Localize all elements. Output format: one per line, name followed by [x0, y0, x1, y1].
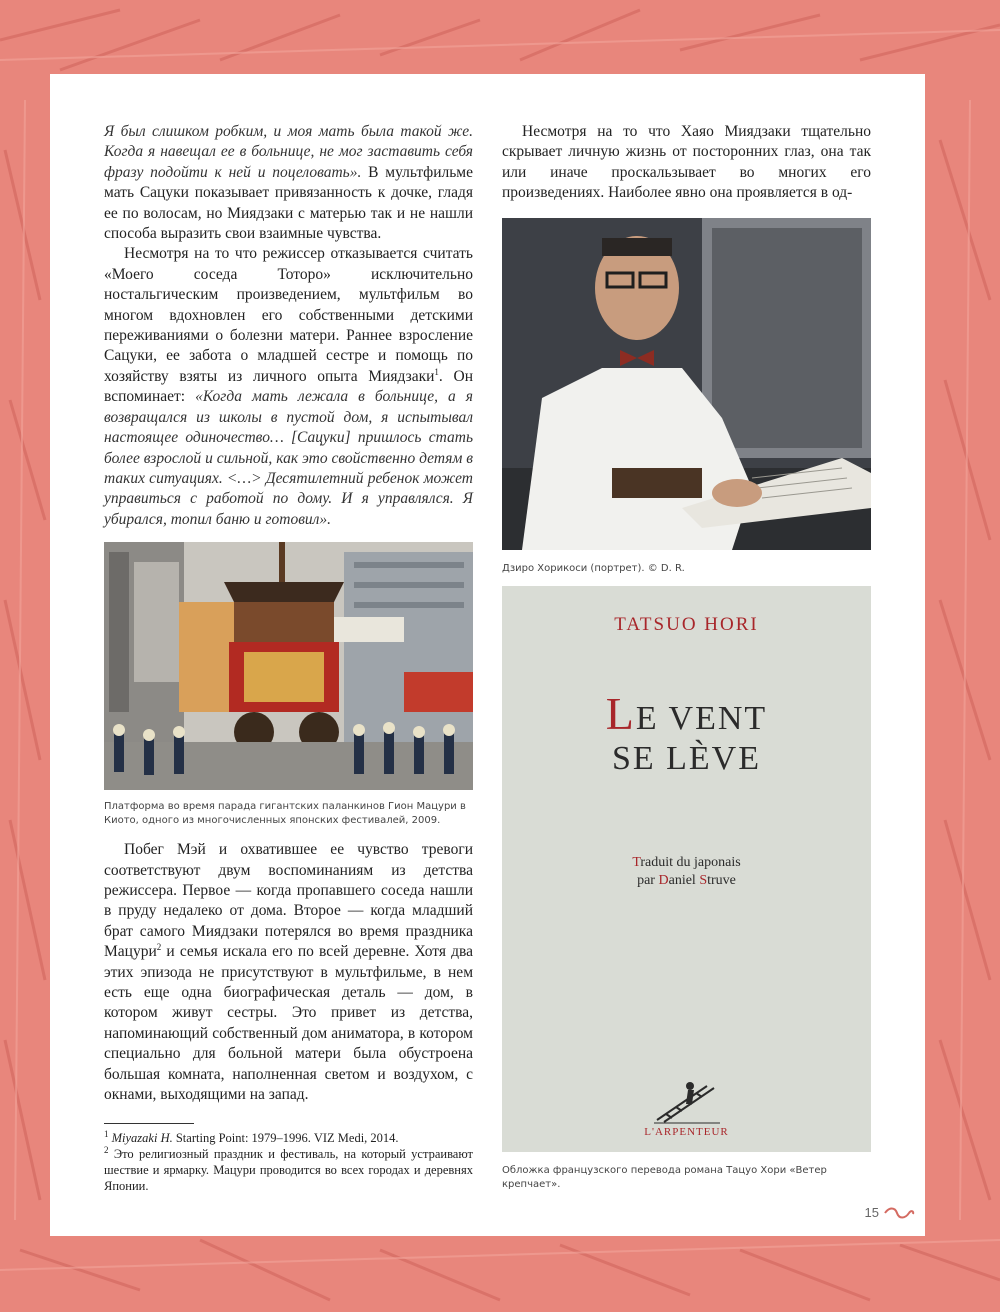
- book-title-line-1: E VENT: [635, 699, 768, 737]
- subtitle-struve: truve: [707, 872, 736, 888]
- footnote-1-author: Miyazaki H.: [111, 1131, 173, 1146]
- italic-quote-2: «Когда мать лежала в больнице, а я возвращался из школы в пустой дом, я испытывал настоящее одиночество… [Сацуки] пришлось стать более взрослой и сильной, как это свойственно детям в таких ситуациях. <…> Десятилетний ребенок может управиться с работой по дому. И я управлялся. Я убирался, топил баню и готовил».: [104, 388, 473, 528]
- footnote-divider: [104, 1123, 194, 1124]
- footnote-ref-1: 1: [434, 366, 439, 377]
- page: [50, 74, 925, 1236]
- horikoshi-portrait-image: [502, 218, 871, 550]
- footnote-ref-2: 2: [156, 942, 162, 952]
- book-title-line-2: SE LÈVE: [611, 739, 762, 777]
- footnote-1-number: 1: [104, 1129, 109, 1140]
- left-paragraph-3: [104, 840, 473, 1105]
- footnote-2: [104, 1146, 473, 1194]
- subtitle-initial-s: S: [699, 872, 708, 888]
- book-subtitle: [502, 854, 871, 890]
- book-title-initial: L: [605, 687, 636, 739]
- book-cover-caption: Обложка французского перевода романа Тацуо Хори «Ветер крепчает».: [502, 1164, 827, 1190]
- left-paragraph-1: [104, 122, 473, 244]
- book-title: [502, 687, 871, 779]
- publisher-logo-icon: [652, 1076, 722, 1124]
- book-author: TATSUO HORI: [614, 613, 759, 635]
- para1-text: В мультфильме мать Сацуки показывает привязанность к дочке, гладя ее по волосам, но Миядзаки с матерью так и не нашли способа выразить свои взаимные чувства.: [104, 163, 473, 243]
- book-publisher: L'ARPENTEUR: [644, 1125, 729, 1138]
- right-paragraph-1: Несмотря на то что Хаяо Миядзаки тщательно скрывает личную жизнь от посторонних глаз, она так или иначе проскальзывает во многих его произведениях. Наиболее явно она проявляется в од-: [502, 123, 871, 202]
- para2-text-a: Несмотря на то что режиссер отказывается считать «Моего соседа Тоторо» исключительно ностальгическим произведением, мультфильм во многом вдохновлен его собственными детскими переживаниями о болезни матери. Раннее взросление Сацуки, ее забота о младшей сестре и помощь по хозяйству взяты из личного опыта Миядзаки: [104, 245, 473, 385]
- festival-float-image: [104, 542, 473, 790]
- subtitle-daniel: aniel: [668, 872, 700, 888]
- para3-text-a: Побег Мэй и охватившее ее чувство тревоги соответствуют двум воспоминаниям из детства режиссера. Первое — когда пропавшего соседа нашли в пруду недалеко от дома. Второе — когда младший брат самого Миядзаки потерялся во время праздника Мацури: [104, 841, 473, 961]
- portrait-caption: Дзиро Хорикоси (портрет). © D. R.: [502, 562, 685, 574]
- footnote-1: [104, 1130, 473, 1146]
- footnote-2-text: Это религиозный праздник и фестиваль, на который устраивают шествие и ярмарку. Мацури проводится во всех городах и деревнях Японии.: [104, 1147, 473, 1194]
- subtitle-initial-d: D: [658, 872, 669, 888]
- italic-quote: Я был слишком робким, и моя мать была такой же. Когда я навещал ее в больнице, не мог заставить себя фразу подойти к ней и поцеловать».: [104, 123, 473, 181]
- para2-text-b: . Он вспоминает:: [104, 367, 474, 406]
- left-paragraph-2: [104, 244, 473, 530]
- subtitle-initial-t: T: [632, 854, 641, 870]
- footnote-1-text: Starting Point: 1979–1996. VIZ Medi, 2014.: [172, 1131, 399, 1146]
- page-number: 15: [864, 1205, 879, 1220]
- festival-photo-caption: Платформа во время парада гигантских паланкинов Гион Мацури в Киото, одного из многочисленных японских фестивалей, 2009.: [104, 801, 466, 827]
- subtitle-line-1: raduit du japonais: [640, 854, 741, 870]
- footnote-2-number: 2: [104, 1145, 109, 1156]
- flourish-icon: [883, 1207, 915, 1219]
- right-column: [502, 122, 871, 1192]
- festival-photo: [104, 542, 473, 790]
- para3-text-b: и семья искала его по всей деревне. Хотя два этих эпизода не присутствуют в мультфильме, в нем есть еще одна биографическая деталь — дом, в котором живут сестры. Это привет из детства, напоминающий собственный дом аниматора, в котором специально для больной матери была обустроена большая комната, наполненная светом и воздухом, с окнами, выходящими на запад.: [104, 943, 473, 1103]
- left-column: [104, 122, 473, 1194]
- portrait-photo: [502, 218, 871, 550]
- subtitle-par: par: [637, 872, 659, 888]
- book-cover: [502, 586, 871, 1152]
